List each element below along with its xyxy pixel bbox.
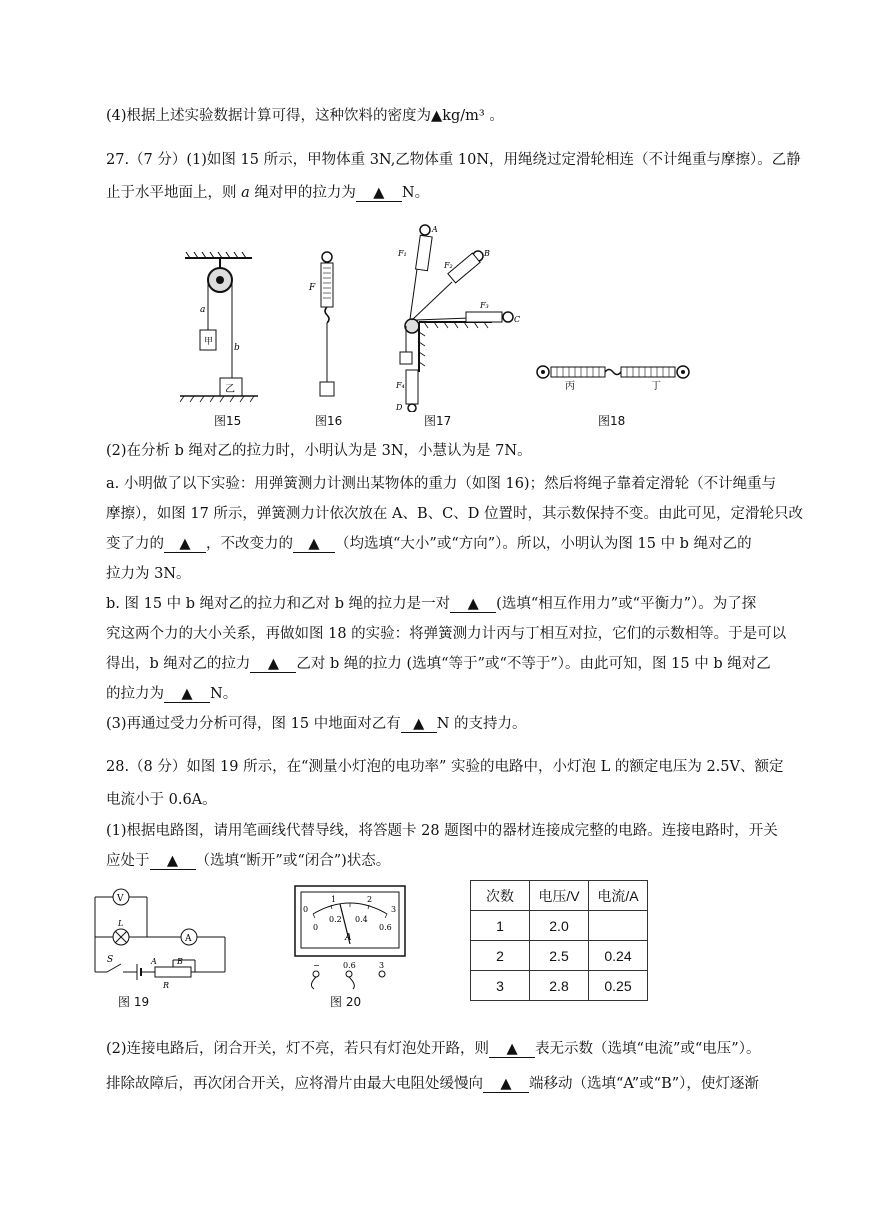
label-D: D <box>396 403 403 412</box>
bottom-scale-04: 0.4 <box>355 915 368 924</box>
label-a: a <box>200 305 206 315</box>
answer-blank[interactable]: ▲ <box>356 185 402 202</box>
figure-20 <box>285 882 415 992</box>
label-F1: F₁ <box>398 249 407 258</box>
table-cell[interactable] <box>589 911 648 941</box>
q27-part2b-line2: 究这两个力的大小关系，再做如图 18 的实验：将弹簧测力计丙与丁相互对拉，它们的示数相等。于是可以 <box>106 626 787 642</box>
figure-19-caption: 图 19 <box>118 995 150 1009</box>
table-cell: 2.5 <box>530 941 589 971</box>
top-scale-0: 0 <box>303 905 309 914</box>
label-Bpos: B <box>177 957 183 966</box>
terminal-06: 0.6 <box>343 961 356 970</box>
table-row <box>471 971 648 1001</box>
answer-blank[interactable]: ▲ <box>250 656 296 673</box>
answer-blank[interactable]: ▲ <box>489 1041 535 1058</box>
label-ammeter: A <box>185 934 192 944</box>
q27-part2b-line4: 的拉力为 ▲ N。 <box>106 686 238 702</box>
answer-blank[interactable]: ▲ <box>450 596 496 613</box>
label-F: F <box>309 283 316 293</box>
table-cell: 3 <box>471 971 530 1001</box>
q27-part2b-line1: b. 图 15 中 b 绳对乙的拉力和乙对 b 绳的拉力是一对 ▲ (选填“相互作用力”或“平衡力”）。为了探 <box>106 596 757 612</box>
table-row <box>471 941 648 971</box>
table-cell: 2.0 <box>530 911 589 941</box>
header-cell: 次数 <box>471 881 530 911</box>
q28-part2-line1: (2)连接电路后，闭合开关，灯不亮，若只有灯泡处开路，则 ▲ 表无示数（选填“电流”或“电压”）。 <box>106 1041 761 1057</box>
table-row <box>471 911 648 941</box>
q27-part2: (2)在分析 b 绳对乙的拉力时，小明认为是 3N，小慧认为是 7N。 <box>106 443 532 459</box>
label-F4: F₄ <box>396 381 405 390</box>
answer-blank[interactable]: ▲ <box>164 686 210 703</box>
q27-part2a-line3: 变了力的 ▲ ，不改变力的 ▲ （均选填“大小”或“方向”）。所以，小明认为图 15 中 b 绳对乙的 <box>106 536 752 552</box>
label-jia: 甲 <box>204 337 214 347</box>
top-scale-2: 2 <box>367 895 373 904</box>
label-C: C <box>514 315 521 324</box>
q26-part4: (4)根据上述实验数据计算可得，这种饮料的密度为▲kg/m³ 。 <box>106 108 504 124</box>
q27-part2b-line3: 得出，b 绳对乙的拉力 ▲ 乙对 b 绳的拉力 (选填“等于”或“不等于”）。由此可知，图 15 中 b 绳对乙 <box>106 656 771 672</box>
header-cell: 电流/A <box>589 881 648 911</box>
terminal-neg: − <box>313 961 320 970</box>
q28-part1-line2: 应处于 ▲ （选填“断开”或“闭合”)状态。 <box>106 853 391 869</box>
figure-20-caption: 图 20 <box>330 995 362 1009</box>
table-header-row <box>471 881 648 911</box>
label-ding: 丁 <box>651 381 661 390</box>
label-yi: 乙 <box>225 384 235 395</box>
q27-part3: (3)再通过受力分析可得，图 15 中地面对乙有 ▲ N 的支持力。 <box>106 716 527 732</box>
bottom-scale-06: 0.6 <box>379 923 392 932</box>
answer-blank[interactable]: ▲ <box>293 536 335 553</box>
table-cell: 1 <box>471 911 530 941</box>
label-F2: F₂ <box>444 261 453 270</box>
label-Apos: A <box>151 957 157 966</box>
q27-part2a-line2: 摩擦），如图 17 所示，弹簧测力计依次放在 A、B、C、D 位置时，其示数保持不变。由此可见，定滑轮只改 <box>106 506 803 522</box>
figure-18 <box>535 360 695 390</box>
terminal-3: 3 <box>379 961 385 970</box>
q28-part1-line1: (1)根据电路图，请用笔画线代替导线，将答题卡 28 题图中的器材连接成完整的电路。连接电路时，开关 <box>106 823 778 839</box>
answer-blank[interactable]: ▲ <box>483 1076 529 1093</box>
label-F3: F₃ <box>480 301 489 310</box>
figure-17-caption: 图17 <box>424 414 452 428</box>
top-scale-3: 3 <box>391 905 397 914</box>
label-bing: 丙 <box>565 381 575 390</box>
q27-part2a-line4: 拉力为 3N。 <box>106 566 191 582</box>
label-S: S <box>107 955 114 965</box>
label-L: L <box>118 919 124 928</box>
bottom-scale-0: 0 <box>313 923 319 932</box>
bottom-scale-02: 0.2 <box>329 915 342 924</box>
figure-19 <box>85 882 235 992</box>
figure-15 <box>180 250 260 425</box>
figure-16-caption: 图16 <box>315 414 343 428</box>
q28-part2-line2: 排除故障后，再次闭合开关，应将滑片由最大电阻处缓慢向 ▲ 端移动（选填“A”或“B”），使灯逐渐 <box>106 1076 759 1092</box>
top-scale-1: 1 <box>331 895 337 904</box>
label-R: R <box>163 981 170 990</box>
data-table <box>470 880 648 1001</box>
table-cell: 0.24 <box>589 941 648 971</box>
label-b: b <box>234 343 240 353</box>
q28-intro: 28.（8 分）如图 19 所示，在“测量小灯泡的电功率” 实验的电路中，小灯泡 L 的额定电压为 2.5V、额定 <box>106 759 784 775</box>
figure-18-caption: 图18 <box>598 414 626 428</box>
q27-part1: 止于水平地面上，则 a 绳对甲的拉力为 ▲ N。 <box>106 185 430 201</box>
label-V: V <box>117 894 124 904</box>
answer-blank[interactable]: ▲ <box>150 853 196 870</box>
q27-intro: 27.（7 分）(1)如图 15 所示，甲物体重 3N,乙物体重 10N，用绳绕过定滑轮相连（不计绳重与摩擦）。乙静 <box>106 152 801 168</box>
figure-16 <box>305 250 355 410</box>
table-cell: 0.25 <box>589 971 648 1001</box>
answer-blank[interactable]: ▲ <box>164 536 206 553</box>
q28-intro-2: 电流小于 0.6A。 <box>106 792 217 808</box>
label-A: A <box>432 225 438 234</box>
label-B: B <box>484 249 490 258</box>
answer-blank[interactable]: ▲ <box>401 716 437 733</box>
header-cell: 电压/V <box>530 881 589 911</box>
figure-15-caption: 图15 <box>214 414 242 428</box>
figure-17 <box>392 222 532 412</box>
unit-A: A <box>345 933 352 943</box>
q27-part2a-line1: a. 小明做了以下实验：用弹簧测力计测出某物体的重力（如图 16)；然后将绳子靠着定滑轮（不计绳重与 <box>106 476 777 492</box>
table-cell: 2 <box>471 941 530 971</box>
table-cell: 2.8 <box>530 971 589 1001</box>
